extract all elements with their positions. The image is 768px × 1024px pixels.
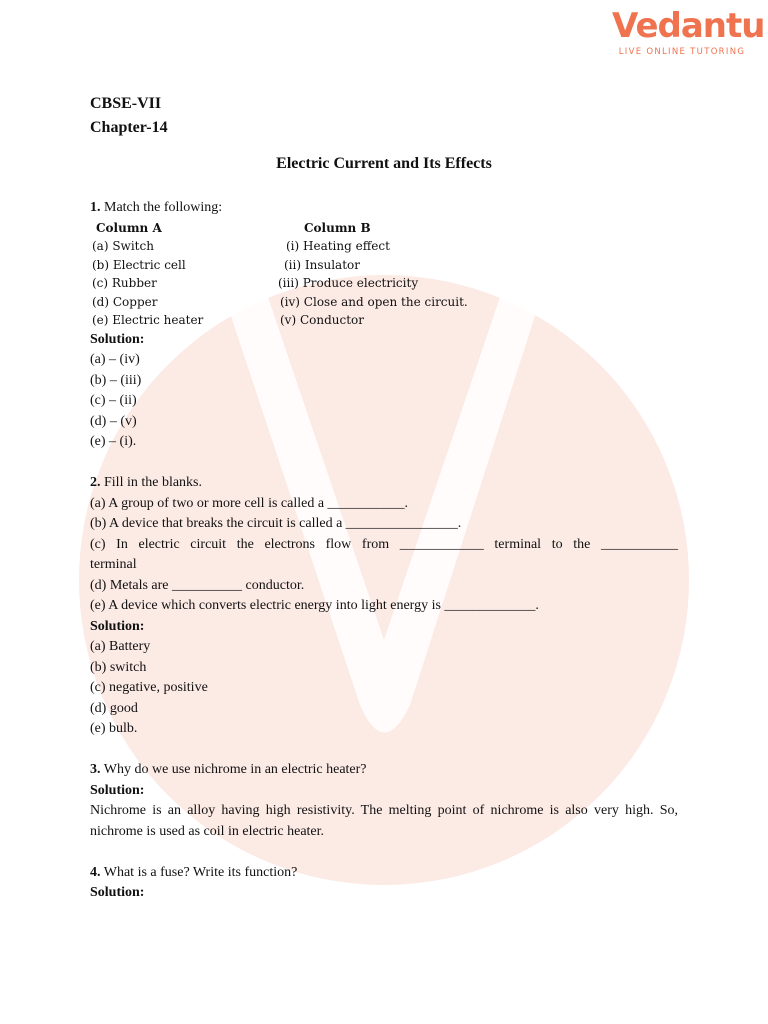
question-1 (90, 198, 678, 453)
answer-line: (c) – (ii) (90, 393, 137, 408)
question-2 (90, 473, 678, 740)
solution-label: Solution: (90, 331, 145, 347)
answer-line: (a) – (iv) (90, 352, 140, 367)
board-heading: CBSE-VII (90, 95, 162, 112)
question-text: Why do we use nichrome in an electric heater? (103, 762, 367, 777)
column-a-item: (e) Electric heater (92, 313, 204, 327)
blank-item: (b) A device that breaks the circuit is called a ________________. (90, 516, 462, 531)
answer-line: (d) good (90, 700, 138, 716)
column-a-item: (b) Electric cell (92, 257, 186, 272)
question-number: 3. (90, 762, 101, 777)
column-a-item: (a) Switch (92, 239, 154, 253)
vedantu-logo[interactable] (612, 6, 765, 62)
answer-line: (e) bulb. (90, 721, 138, 736)
logo-tagline: LIVE ONLINE TUTORING (618, 47, 746, 57)
question-3-prompt (90, 760, 678, 781)
answer-line: (b) switch (90, 659, 147, 675)
column-a-item: (d) Copper (92, 294, 158, 309)
column-b-item: (iii) Produce electricity (278, 276, 419, 290)
question-number: 2. (90, 475, 101, 490)
answer-line: nichrome is used as coil in electric heater. (90, 823, 325, 839)
document-body (90, 92, 678, 924)
answer-line: (c) negative, positive (90, 680, 208, 695)
column-b-item: (iv) Close and open the circuit. (280, 294, 468, 309)
question-text: What is a fuse? Write its function? (103, 864, 298, 880)
question-text: Fill in the blanks. (104, 475, 202, 490)
blank-item: (d) Metals are __________ conductor. (90, 577, 305, 593)
answer-line: (b) – (iii) (90, 372, 142, 388)
answer-line: (d) – (v) (90, 413, 137, 429)
document-title: Electric Current and Its Effects (276, 155, 492, 172)
column-a-header: Column A (96, 220, 162, 235)
question-2-prompt (90, 473, 678, 494)
blank-item: (a) A group of two or more cell is called a ___________. (90, 495, 409, 511)
solution-label: Solution: (90, 782, 145, 798)
question-4-prompt (90, 863, 678, 884)
logo-wordmark: Vedantu (612, 6, 765, 46)
answer-line: Nichrome is an alloy having high resistivity. The melting point of nichrome is also very high. So, (90, 803, 678, 818)
solution-label: Solution: (90, 618, 145, 634)
column-b-item: (i) Heating effect (286, 239, 390, 253)
column-b-header: Column B (304, 220, 371, 235)
question-text: Match the following: (104, 200, 223, 215)
answer-line: (a) Battery (90, 639, 151, 654)
question-3 (90, 760, 678, 842)
answer-line: (e) – (i). (90, 434, 137, 449)
question-number: 1. (90, 200, 101, 215)
blank-item: (e) A device which converts electric energy into light energy is _____________. (90, 598, 539, 613)
column-b-item: (v) Conductor (280, 313, 365, 327)
solution-label: Solution: (90, 885, 145, 900)
match-table (90, 219, 678, 330)
question-4 (90, 863, 678, 904)
blank-item-continued: terminal (90, 557, 137, 572)
question-1-prompt (90, 198, 678, 219)
column-b (278, 219, 468, 330)
blank-item: (c) In electric circuit the electrons flow from ____________ terminal to the ___________ (90, 536, 678, 552)
column-a (92, 219, 203, 330)
question-number: 4. (90, 864, 101, 880)
chapter-heading: Chapter-14 (90, 119, 168, 136)
column-b-item: (ii) Insulator (284, 257, 360, 272)
column-a-item: (c) Rubber (92, 276, 157, 290)
